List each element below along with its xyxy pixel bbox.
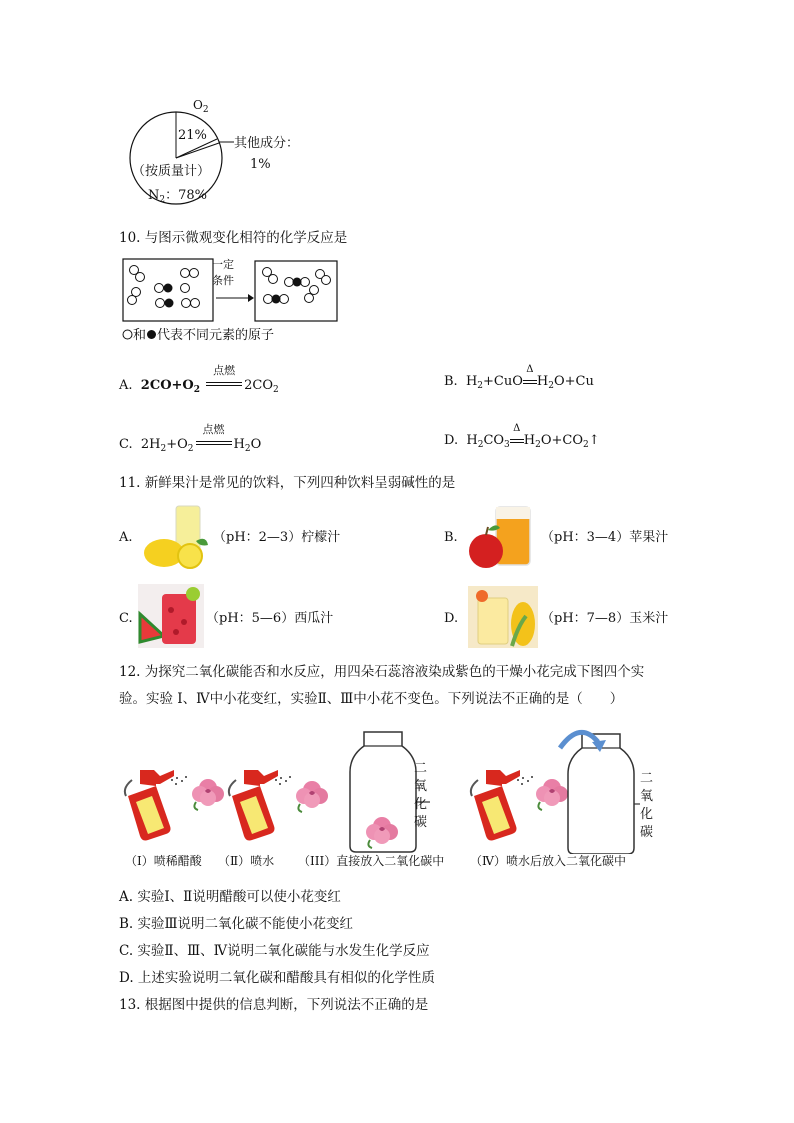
q10-option-d: D. $H_2CO_3$ Δ $H_2O+CO_2↑$ [444, 423, 600, 450]
q11-option-b-text: （pH：3—4）苹果汁 [541, 530, 669, 545]
q11-option-d-letter: D. [444, 611, 459, 626]
jar4-label: 二 氧 化 碳 [640, 771, 654, 840]
corn-juice-image [468, 586, 538, 648]
q12-option-a: A. 实验Ⅰ、Ⅱ说明醋酸可以使小花变红 [119, 889, 341, 905]
caption-experiment-4: （Ⅳ）喷水后放入二氧化碳中 [470, 854, 626, 868]
q11-option-a-text: （pH：2—3）柠檬汁 [213, 530, 341, 545]
apple-juice-image [466, 503, 538, 571]
q11-option-c-text: （pH：5—6）西瓜汁 [206, 611, 334, 626]
pie-o2-percent: 21% [178, 128, 207, 143]
pie-basis: （按质量计） [132, 164, 211, 179]
caption-experiment-2: （Ⅱ）喷水 [218, 854, 275, 868]
q12-option-c: C. 实验Ⅱ、Ⅲ、Ⅳ说明二氧化碳能与水发生化学反应 [119, 943, 430, 959]
q11-option-b-letter: B. [444, 530, 458, 545]
black-atom-icon [146, 329, 157, 340]
q11-option-c-letter: C. [119, 611, 133, 626]
q12-stem-line1: 12. 为探究二氧化碳能否和水反应，用四朵石蕊溶液染成紫色的干燥小花完成下图四个实 [119, 664, 645, 680]
q12-option-d: D. 上述实验说明二氧化碳和醋酸具有相似的化学性质 [119, 970, 435, 986]
lemon-juice-image [140, 503, 210, 571]
q10-stem: 10. 与图示微观变化相符的化学反应是 [119, 230, 348, 246]
q13-stem: 13. 根据图中提供的信息判断，下列说法不正确的是 [119, 997, 429, 1013]
pie-other-percent: 1% [250, 157, 271, 172]
q12-experiment-diagram [120, 722, 660, 854]
q10-condition-top: 一定 [212, 258, 234, 271]
pie-other-label: 其他成分： [234, 136, 300, 151]
caption-experiment-3: （III）直接放入二氧化碳中 [298, 854, 445, 868]
q10-condition-bottom: 条件 [212, 274, 234, 287]
q12-stem-line2: 验。实验 I、Ⅳ中小花变红，实验Ⅱ、Ⅲ中小花不变色。下列说法不正确的是（ ） [119, 691, 624, 707]
q10-option-a: A. $2CO+O_2$ 点燃 $2CO_2$ [119, 364, 279, 395]
q10-option-b: B. $H_2+CuO$ Δ $H_2O+Cu$ [444, 364, 594, 391]
q10-option-c: C. $2H_2+O_2$ 点燃 $H_2O$ [119, 423, 262, 454]
q11-option-d-text: （pH：7—8）玉米汁 [541, 611, 669, 626]
q11-stem: 11. 新鲜果汁是常见的饮料，下列四种饮料呈弱碱性的是 [119, 475, 456, 491]
watermelon-juice-image [138, 584, 204, 648]
q10-legend: 和 代表不同元素的原子 [122, 328, 274, 344]
caption-experiment-1: （I）喷稀醋酸 [125, 854, 202, 868]
q12-option-b: B. 实验Ⅲ说明二氧化碳不能使小花变红 [119, 916, 354, 932]
q11-option-a-letter: A. [119, 530, 133, 545]
white-atom-icon [122, 329, 133, 340]
pie-n2-label: $N_2$：78% [148, 188, 208, 205]
jar3-label: 二 氧 化 碳 [414, 761, 428, 830]
pie-o2-label: $O_2$ [193, 98, 209, 115]
